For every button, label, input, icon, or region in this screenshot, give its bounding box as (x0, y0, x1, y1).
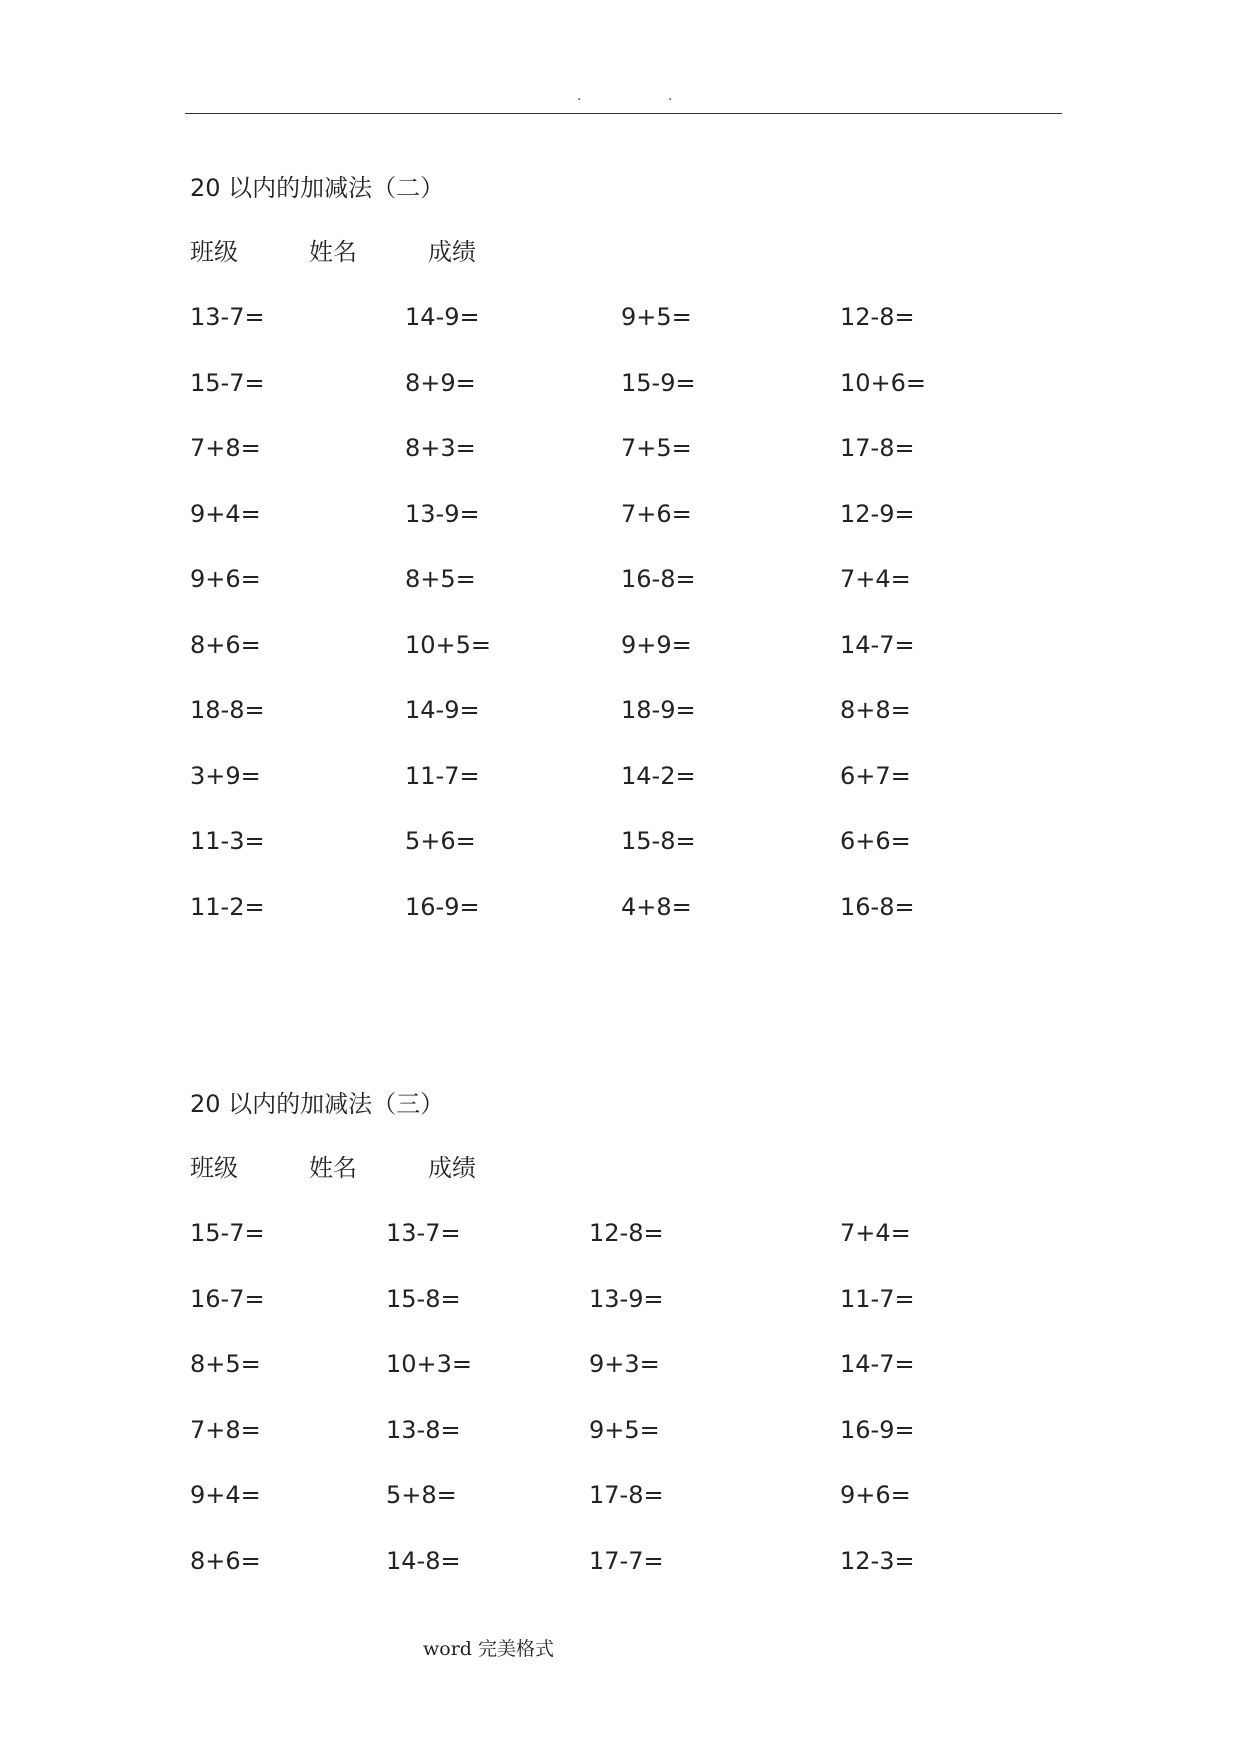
arithmetic-problem: 11-7= (405, 761, 480, 790)
arithmetic-problem: 13-9= (405, 499, 480, 528)
problem-row (190, 1283, 1090, 1349)
arithmetic-problem: 12-8= (840, 303, 915, 331)
problem-row (190, 825, 1090, 891)
arithmetic-problem: 7+5= (621, 434, 692, 462)
problem-row (190, 367, 1090, 433)
arithmetic-problem: 5+8= (386, 1481, 457, 1509)
arithmetic-problem: 7+8= (190, 1415, 261, 1444)
arithmetic-problem: 7+4= (840, 1219, 911, 1247)
arithmetic-problem: 9+6= (840, 1481, 911, 1509)
arithmetic-problem: 18-9= (621, 696, 696, 724)
arithmetic-problem: 13-8= (386, 1415, 461, 1444)
arithmetic-problem: 16-9= (840, 1415, 915, 1444)
arithmetic-problem: 14-2= (621, 761, 696, 790)
problem-row (190, 498, 1090, 564)
problem-row (190, 629, 1090, 695)
class-field-label: 班级 (190, 1154, 238, 1182)
arithmetic-problem: 10+6= (840, 368, 927, 397)
arithmetic-problem: 17-8= (840, 434, 915, 462)
arithmetic-problem: 8+5= (405, 565, 476, 593)
arithmetic-problem: 16-8= (621, 565, 696, 593)
problem-row (190, 432, 1090, 498)
arithmetic-problem: 16-7= (190, 1284, 265, 1313)
arithmetic-problem: 8+8= (840, 696, 911, 724)
arithmetic-problem: 4+8= (621, 892, 692, 921)
arithmetic-problem: 9+6= (190, 565, 261, 593)
name-field-label: 姓名 (309, 238, 357, 266)
arithmetic-problem: 12-9= (840, 499, 915, 528)
arithmetic-problem: 15-8= (621, 827, 696, 855)
arithmetic-problem: 13-7= (386, 1219, 461, 1247)
arithmetic-problem: 9+3= (589, 1350, 660, 1378)
problem-row (190, 1217, 1090, 1283)
arithmetic-problem: 8+9= (405, 368, 476, 397)
problem-row (190, 1479, 1090, 1545)
arithmetic-problem: 8+6= (190, 1546, 261, 1575)
arithmetic-problem: 13-7= (190, 303, 265, 331)
problem-grid (190, 1217, 1090, 1610)
arithmetic-problem: 16-9= (405, 892, 480, 921)
arithmetic-problem: 8+6= (190, 630, 261, 659)
arithmetic-problem: 14-7= (840, 630, 915, 659)
problem-row (190, 563, 1090, 629)
arithmetic-problem: 10+5= (405, 630, 492, 659)
arithmetic-problem: 15-8= (386, 1284, 461, 1313)
problem-row (190, 891, 1090, 957)
problem-row (190, 760, 1090, 826)
section-title: 20 以内的加减法（三） (190, 1090, 445, 1118)
arithmetic-problem: 11-7= (840, 1284, 915, 1313)
arithmetic-problem: 18-8= (190, 696, 265, 724)
problem-grid (190, 301, 1090, 956)
arithmetic-problem: 11-3= (190, 827, 265, 855)
problem-row (190, 1545, 1090, 1611)
problem-row (190, 301, 1090, 367)
worksheet-section-2 (190, 172, 1090, 956)
arithmetic-problem: 7+8= (190, 434, 261, 462)
arithmetic-problem: 15-7= (190, 368, 265, 397)
footer-text: word 完美格式 (423, 1638, 554, 1660)
header-dots (0, 88, 1241, 108)
arithmetic-problem: 15-9= (621, 368, 696, 397)
arithmetic-problem: 8+3= (405, 434, 476, 462)
student-info-fields (190, 1152, 1090, 1184)
arithmetic-problem: 9+4= (190, 1481, 261, 1509)
score-field-label: 成绩 (428, 1154, 476, 1182)
problem-row (190, 694, 1090, 760)
arithmetic-problem: 7+6= (621, 499, 692, 528)
name-field-label: 姓名 (309, 1154, 357, 1182)
arithmetic-problem: 9+4= (190, 499, 261, 528)
score-field-label: 成绩 (428, 238, 476, 266)
problem-row (190, 1414, 1090, 1480)
arithmetic-problem: 7+4= (840, 565, 911, 593)
arithmetic-problem: 9+5= (589, 1415, 660, 1444)
arithmetic-problem: 16-8= (840, 892, 915, 921)
arithmetic-problem: 9+9= (621, 630, 692, 659)
arithmetic-problem: 10+3= (386, 1350, 473, 1378)
arithmetic-problem: 12-3= (840, 1546, 915, 1575)
arithmetic-problem: 8+5= (190, 1350, 261, 1378)
arithmetic-problem: 6+7= (840, 761, 911, 790)
arithmetic-problem: 15-7= (190, 1219, 265, 1247)
arithmetic-problem: 11-2= (190, 892, 265, 921)
section-title: 20 以内的加减法（二） (190, 174, 445, 202)
arithmetic-problem: 17-8= (589, 1481, 664, 1509)
header-dot: . (577, 88, 582, 104)
arithmetic-problem: 14-8= (386, 1546, 461, 1575)
problem-row (190, 1348, 1090, 1414)
arithmetic-problem: 12-8= (589, 1219, 664, 1247)
arithmetic-problem: 14-9= (405, 696, 480, 724)
header-dot: . (668, 88, 673, 104)
worksheet-section-3 (190, 1088, 1090, 1610)
arithmetic-problem: 13-9= (589, 1284, 664, 1313)
arithmetic-problem: 5+6= (405, 827, 476, 855)
arithmetic-problem: 9+5= (621, 303, 692, 331)
class-field-label: 班级 (190, 238, 238, 266)
arithmetic-problem: 6+6= (840, 827, 911, 855)
student-info-fields (190, 236, 1090, 268)
arithmetic-problem: 14-9= (405, 303, 480, 331)
arithmetic-problem: 17-7= (589, 1546, 664, 1575)
header-rule (185, 113, 1062, 114)
arithmetic-problem: 14-7= (840, 1350, 915, 1378)
arithmetic-problem: 3+9= (190, 761, 261, 790)
